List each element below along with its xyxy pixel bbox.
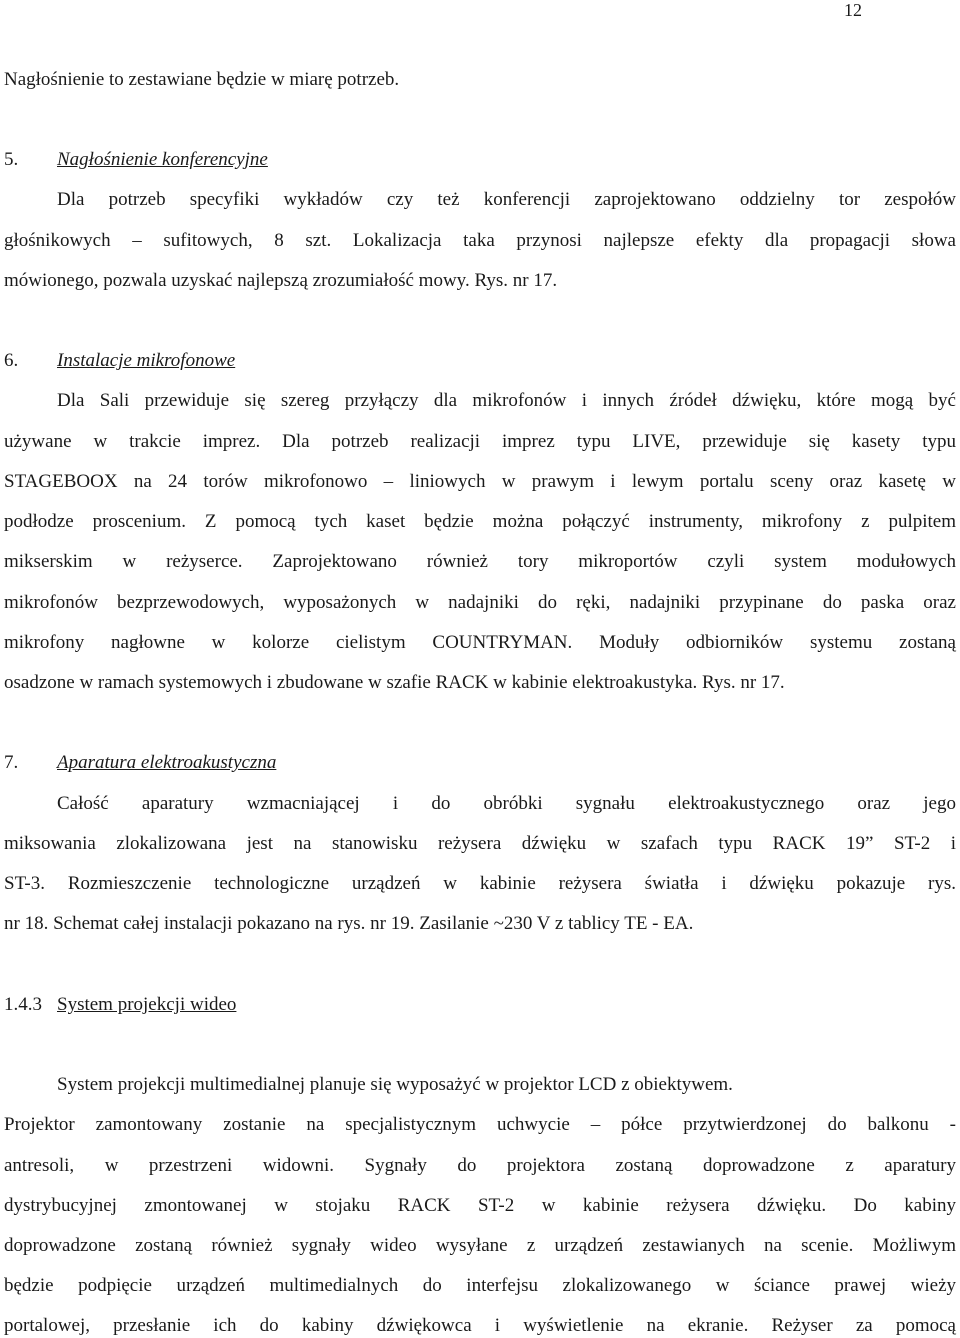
section-6-line-1: Dla Sali przewiduje się szereg przyłączy dla mikrofonów i innych źródeł dźwięku, które mogą być — [57, 390, 956, 411]
section-7-line-4: nr 18. Schemat całej instalacji pokazano na rys. nr 19. Zasilanie ~230 V z tablicy TE - EA. — [4, 913, 694, 934]
intro-text: Nagłośnienie to zestawiane będzie w miarę potrzeb. — [4, 69, 400, 90]
section-143-line-1: System projekcji multimedialnej planuje się wyposażyć w projektor LCD z obiektywem. — [57, 1074, 733, 1095]
section-7-line-3: ST-3. Rozmieszczenie technologiczne urządzeń w kabinie reżysera światła i dźwięku pokazuje rys. — [4, 873, 956, 894]
section-5-line-1: Dla potrzeb specyfiki wykładów czy też konferencji zaprojektowano oddzielny tor zespołów — [57, 189, 956, 210]
section-143-number: 1.4.3 — [4, 994, 42, 1015]
section-143-line-5: doprowadzone zostaną również sygnały wideo wysyłane z urządzeń zestawianych na scenie. Możliwym — [4, 1235, 956, 1256]
section-143-line-2: Projektor zamontowany zostanie na specjalistycznym uchwycie – półce przytwierdzonej do balkonu - — [4, 1114, 956, 1135]
section-6-line-4: podłodze proscenium. Z pomocą tych kaset będzie można połączyć instrumenty, mikrofony z pulpitem — [4, 511, 956, 532]
section-143-line-7: portalowej, przesłanie ich do kabiny dźwiękowca i wyświetlenie na ekranie. Reżyser za pomocą — [4, 1315, 956, 1336]
section-5-title: Nagłośnienie konferencyjne — [57, 149, 268, 170]
section-143-line-6: będzie podpięcie urządzeń multimedialnych do interfejsu zlokalizowanego w ściance prawej wieży — [4, 1275, 956, 1296]
section-143-line-4: dystrybucyjnej zmontowanej w stojaku RACK ST-2 w kabinie reżysera dźwięku. Do kabiny — [4, 1195, 956, 1216]
section-7-title: Aparatura elektroakustyczna — [57, 752, 277, 773]
section-6-number: 6. — [4, 350, 19, 371]
section-6-line-5: mikserskim w reżyserce. Zaprojektowano również tory mikroportów czyli system modułowych — [4, 551, 956, 572]
section-6-heading — [4, 349, 956, 373]
section-6-line-7: mikrofony nagłowne w kolorze cielistym COUNTRYMAN. Moduły odbiorników systemu zostaną — [4, 632, 956, 653]
section-5-line-2: głośnikowych – sufitowych, 8 szt. Lokalizacja taka przynosi najlepsze efekty dla propagacji słowa — [4, 230, 956, 251]
section-6-title: Instalacje mikrofonowe — [57, 350, 236, 371]
section-6-line-2: używane w trakcie imprez. Dla potrzeb realizacji imprez typu LIVE, przewiduje się kasety typu — [4, 431, 956, 452]
section-7-heading — [4, 751, 956, 775]
section-143-title: System projekcji wideo — [57, 994, 237, 1015]
section-143-heading — [4, 993, 956, 1017]
section-143-line-3: antresoli, w przestrzeni widowni. Sygnały do projektora zostaną doprowadzone z aparatury — [4, 1155, 956, 1176]
section-6-line-3: STAGEBOOX na 24 torów mikrofonowo – liniowych w prawym i lewym portalu sceny oraz kasetę w — [4, 471, 956, 492]
section-7-line-2: miksowania zlokalizowana jest na stanowisku reżysera dźwięku w szafach typu RACK 19” ST-2 i — [4, 833, 956, 854]
section-6-line-6: mikrofonów bezprzewodowych, wyposażonych w nadajniki do ręki, nadajniki przypinane do paska oraz — [4, 592, 956, 613]
section-7-number: 7. — [4, 752, 19, 773]
page-number: 12 — [844, 0, 862, 20]
section-6-line-8: osadzone w ramach systemowych i zbudowane w szafie RACK w kabinie elektroakustyka. Rys. nr 17. — [4, 672, 785, 693]
section-5-number: 5. — [4, 149, 19, 170]
section-5-heading — [4, 148, 956, 172]
section-7-line-1: Całość aparatury wzmacniającej i do obróbki sygnału elektroakustycznego oraz jego — [57, 793, 956, 814]
section-5-line-3: mówionego, pozwala uzyskać najlepszą zrozumiałość mowy. Rys. nr 17. — [4, 270, 558, 291]
